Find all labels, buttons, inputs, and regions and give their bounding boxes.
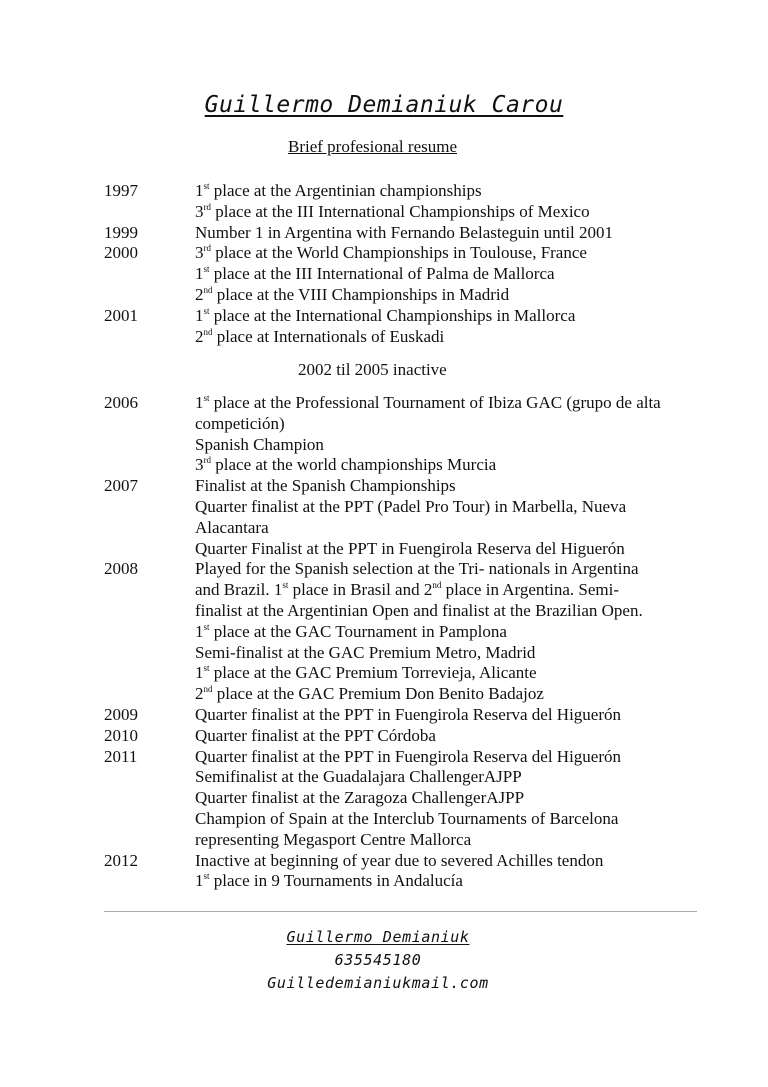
achievement-text: Semifinalist at the Guadalajara ChallengerAJPP: [195, 767, 522, 787]
ordinal-suffix: nd: [203, 284, 213, 295]
year-label: 2010: [104, 725, 138, 745]
achievement-list: [195, 476, 714, 559]
ordinal-suffix: rd: [203, 455, 211, 466]
achievement-line: [195, 830, 714, 851]
year-entry: [104, 559, 714, 705]
footer-email: Guilledemianiukmail.com: [267, 974, 489, 992]
footer-phone: 635545180: [334, 951, 422, 969]
year-entry: [104, 181, 714, 223]
ordinal-number: 2: [195, 284, 204, 304]
year-label: 2006: [104, 393, 138, 412]
achievement-line: [195, 223, 714, 244]
year-entry: [104, 393, 714, 476]
achievement-text: Quarter finalist at the PPT in Fuengirola Reserva del Higuerón: [195, 746, 622, 766]
achievement-line: [195, 767, 714, 788]
ordinal-number: 2: [195, 684, 204, 704]
career-section-early: [104, 181, 714, 347]
achievement-line: [195, 181, 714, 202]
year-label: 2011: [104, 746, 138, 766]
year-entry: [104, 306, 714, 348]
achievement-text: Inactive at beginning of year due to severed Achilles tendon: [195, 850, 604, 870]
year-label: 2009: [104, 704, 138, 724]
achievement-line: [195, 435, 714, 456]
achievement-text: place at the Argentinian championships: [209, 181, 482, 200]
achievement-list: [195, 559, 714, 705]
achievement-line: [195, 559, 714, 580]
achievement-line: [195, 788, 714, 809]
achievement-line: [195, 622, 714, 643]
achievement-text: place at the World Championships in Toulouse, France: [211, 243, 587, 263]
achievement-line: [195, 202, 714, 223]
divider: [104, 911, 697, 912]
achievement-text: place at the Professional Tournament of Ibiza GAC (grupo de alta: [209, 393, 661, 412]
achievement-text: place at the GAC Tournament in Pamplona: [209, 621, 507, 641]
ordinal-suffix: nd: [203, 684, 213, 695]
achievement-line: [195, 601, 714, 622]
achievement-line: [195, 455, 714, 476]
achievement-text: place at the International Championships in Mallorca: [209, 305, 576, 325]
year-entry: [104, 705, 714, 726]
ordinal-suffix: rd: [203, 201, 211, 212]
achievement-text: competición): [195, 413, 285, 433]
ordinal-suffix: st: [203, 305, 210, 316]
achievement-text: Semi-finalist at the GAC Premium Metro, Madrid: [195, 642, 536, 662]
achievement-text: place in Argentina. Semi-: [441, 580, 620, 600]
ordinal-number: 2: [195, 326, 204, 346]
achievement-text: Number 1 in Argentina with Fernando Belasteguin until 2001: [195, 222, 614, 242]
achievement-line: [195, 306, 714, 327]
year-label: 1999: [104, 222, 138, 242]
achievement-line: [195, 497, 714, 518]
achievement-text: Quarter Finalist at the PPT in Fuengirola Reserva del Higuerón: [195, 538, 625, 558]
ordinal-suffix: st: [203, 871, 210, 882]
achievement-text: Quarter finalist at the Zaragoza ChallengerAJPP: [195, 788, 525, 808]
achievement-line: [195, 663, 714, 684]
achievement-text: representing Megasport Centre Mallorca: [195, 829, 472, 849]
year-label: 2008: [104, 559, 138, 579]
achievement-line: [195, 871, 714, 892]
achievement-line: [195, 518, 714, 539]
career-section-later: [104, 393, 714, 892]
footer-name: Guillermo Demianiuk: [286, 928, 470, 946]
ordinal-number: 1: [195, 181, 204, 200]
achievement-line: [195, 684, 714, 705]
year-entry: [104, 223, 714, 244]
achievement-text: place at the III International of Palma de Mallorca: [209, 264, 555, 284]
achievement-text: place in Brasil and 2: [288, 580, 433, 600]
achievement-text: place at the GAC Premium Don Benito Badajoz: [212, 684, 544, 704]
ordinal-number: 1: [195, 305, 204, 325]
ordinal-number: 3: [195, 243, 204, 263]
achievement-list: [195, 393, 714, 476]
achievement-text: Quarter finalist at the PPT (Padel Pro Tour) in Marbella, Nueva: [195, 496, 627, 516]
ordinal-number: 1: [195, 871, 204, 891]
achievement-text: Finalist at the Spanish Championships: [195, 476, 456, 496]
achievement-text: Champion of Spain at the Interclub Tournaments of Barcelona: [195, 808, 619, 828]
achievement-list: [195, 747, 714, 851]
ordinal-suffix: st: [203, 393, 210, 403]
achievement-line: [195, 580, 714, 601]
achievement-list: [195, 223, 714, 244]
achievement-text: Played for the Spanish selection at the Tri- nationals in Argentina: [195, 559, 639, 579]
year-label: 2000: [104, 243, 138, 263]
year-entry: [104, 747, 714, 851]
achievement-text: place at Internationals of Euskadi: [212, 326, 445, 346]
achievement-text: place in 9 Tournaments in Andalucía: [209, 871, 463, 891]
year-label: 2001: [104, 305, 138, 325]
achievement-line: [195, 476, 714, 497]
ordinal-number: 1: [195, 663, 204, 683]
contact-footer: [0, 926, 756, 995]
achievement-text: place at the GAC Premium Torrevieja, Alicante: [209, 663, 537, 683]
achievement-line: [195, 851, 714, 872]
ordinal-suffix: st: [203, 264, 210, 275]
ordinal-number: 3: [195, 201, 204, 221]
resume-subtitle: Brief profesional resume: [288, 137, 457, 156]
achievement-line: [195, 264, 714, 285]
achievement-list: [195, 181, 714, 223]
achievement-text: Quarter finalist at the PPT Córdoba: [195, 725, 436, 745]
achievement-text: finalist at the Argentinian Open and finalist at the Brazilian Open.: [195, 600, 643, 620]
achievement-line: [195, 414, 714, 435]
achievement-line: [195, 393, 714, 414]
achievement-line: [195, 726, 714, 747]
year-label: 2007: [104, 476, 138, 496]
year-entry: [104, 851, 714, 893]
year-entry: [104, 476, 714, 559]
ordinal-number: 1: [195, 393, 204, 412]
achievement-list: [195, 705, 714, 726]
ordinal-suffix: nd: [432, 580, 442, 591]
ordinal-suffix: st: [203, 621, 210, 632]
achievement-text: and Brazil. 1: [195, 580, 283, 600]
ordinal-number: 3: [195, 455, 204, 475]
achievement-text: place at the VIII Championships in Madrid: [212, 284, 510, 304]
achievement-line: [195, 243, 714, 264]
achievement-list: [195, 243, 714, 305]
achievement-line: [195, 643, 714, 664]
inactive-note: 2002 til 2005 inactive: [298, 360, 447, 379]
achievement-line: [195, 705, 714, 726]
ordinal-suffix: rd: [203, 243, 211, 254]
achievement-list: [195, 726, 714, 747]
ordinal-suffix: st: [282, 580, 289, 591]
resume-title: Guillermo Demianiuk Carou: [204, 92, 564, 118]
achievement-line: [195, 327, 714, 348]
achievement-list: [195, 306, 714, 348]
achievement-text: Quarter finalist at the PPT in Fuengirola Reserva del Higuerón: [195, 704, 622, 724]
ordinal-suffix: nd: [203, 326, 213, 337]
year-entry: [104, 726, 714, 747]
year-label: 2012: [104, 850, 138, 870]
achievement-text: Alacantara: [195, 517, 269, 537]
ordinal-suffix: st: [203, 663, 210, 674]
achievement-list: [195, 851, 714, 893]
achievement-text: place at the world championships Murcia: [211, 455, 497, 475]
year-entry: [104, 243, 714, 305]
achievement-line: [195, 809, 714, 830]
ordinal-number: 1: [195, 264, 204, 284]
achievement-line: [195, 285, 714, 306]
ordinal-suffix: st: [203, 181, 210, 191]
year-label: 1997: [104, 181, 138, 200]
achievement-text: Spanish Champion: [195, 434, 324, 454]
achievement-line: [195, 747, 714, 768]
ordinal-number: 1: [195, 621, 204, 641]
achievement-line: [195, 539, 714, 560]
achievement-text: place at the III International Championships of Mexico: [211, 201, 590, 221]
